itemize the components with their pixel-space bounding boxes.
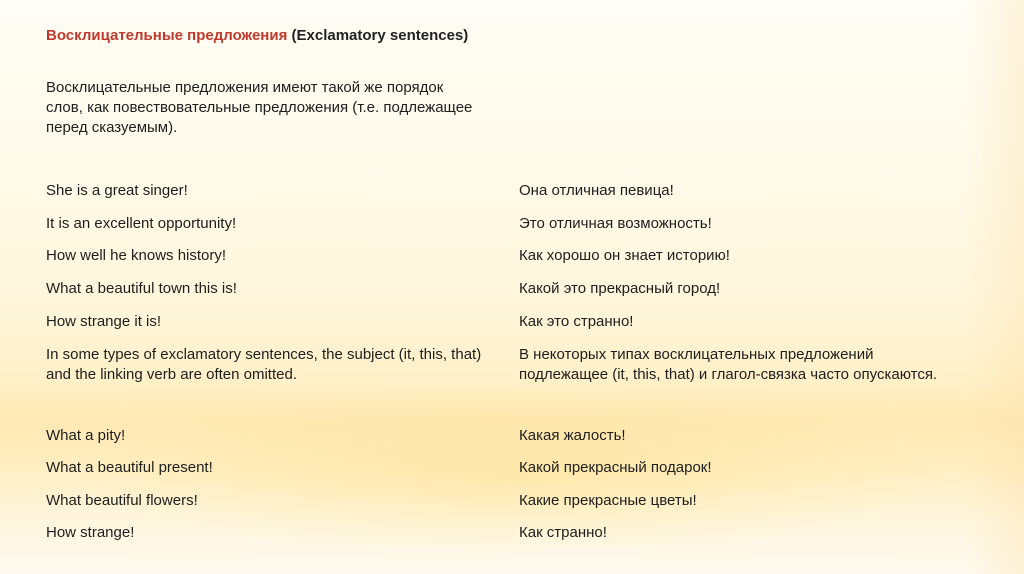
example-russian: Это отличная возможность! bbox=[519, 215, 712, 232]
example-russian: Она отличная певица! bbox=[519, 182, 674, 199]
short-example-russian: Какой прекрасный подарок! bbox=[519, 459, 712, 476]
intro-line: Восклицательные предложения имеют такой же порядок bbox=[46, 79, 444, 96]
example-english: It is an excellent opportunity! bbox=[46, 215, 237, 232]
slide-title bbox=[46, 27, 468, 44]
short-example-english: What a pity! bbox=[46, 427, 126, 444]
example-english: How well he knows history! bbox=[46, 247, 227, 264]
short-example-russian: Какие прекрасные цветы! bbox=[519, 492, 697, 509]
note-english-line: In some types of exclamatory sentences, the subject (it, this, that) bbox=[46, 346, 482, 363]
short-example-russian: Как странно! bbox=[519, 524, 607, 541]
title-russian: Восклицательные предложения bbox=[46, 27, 288, 44]
short-example-english: How strange! bbox=[46, 524, 135, 541]
note-russian-line: В некоторых типах восклицательных предложений bbox=[519, 346, 874, 363]
intro-line: слов, как повествовательные предложения (т.е. подлежащее bbox=[46, 99, 473, 116]
note-russian-line: подлежащее (it, this, that) и глагол-связка часто опускаются. bbox=[519, 366, 938, 383]
note-english-line: and the linking verb are often omitted. bbox=[46, 366, 297, 383]
intro-paragraph bbox=[46, 78, 516, 138]
short-example-russian: Какая жалость! bbox=[519, 427, 626, 444]
example-russian: Как хорошо он знает историю! bbox=[519, 247, 730, 264]
example-english: She is a great singer! bbox=[46, 182, 188, 199]
intro-line: перед сказуемым). bbox=[46, 119, 178, 136]
example-english: What a beautiful town this is! bbox=[46, 280, 237, 297]
short-example-english: What beautiful flowers! bbox=[46, 492, 198, 509]
short-example-english: What a beautiful present! bbox=[46, 459, 213, 476]
example-russian: Какой это прекрасный город! bbox=[519, 280, 721, 297]
title-english: (Exclamatory sentences) bbox=[287, 27, 469, 44]
example-russian: Как это странно! bbox=[519, 313, 634, 330]
note-russian bbox=[519, 345, 989, 385]
note-english bbox=[46, 345, 506, 385]
example-english: How strange it is! bbox=[46, 313, 162, 330]
